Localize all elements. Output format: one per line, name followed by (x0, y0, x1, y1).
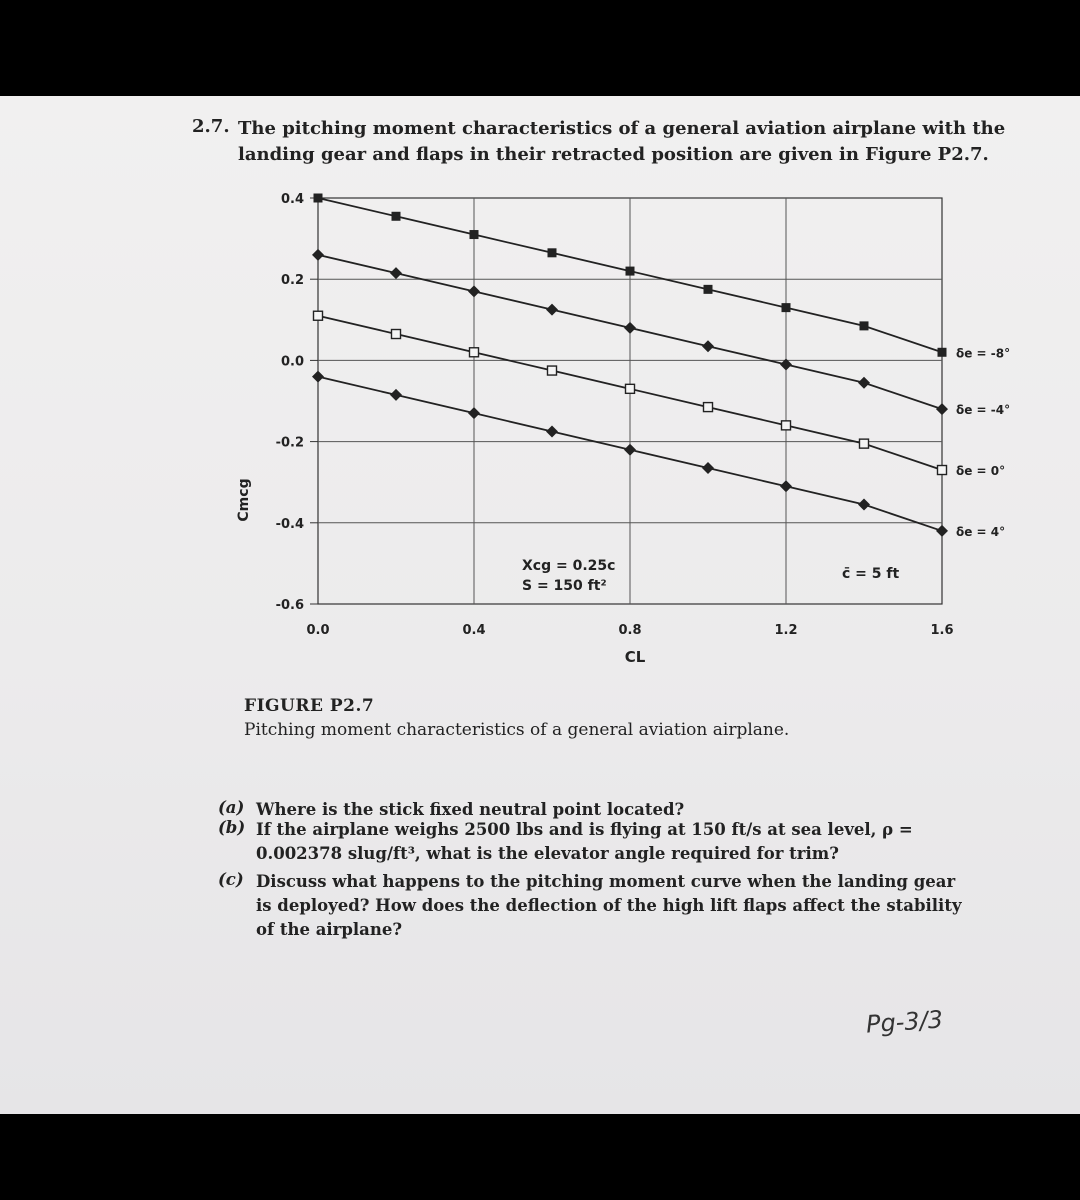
paper-page (0, 96, 1080, 1114)
y-tick-label: 0.4 (280, 192, 304, 207)
data-point (548, 366, 557, 375)
data-point (860, 439, 869, 448)
chart-legend (956, 346, 1010, 539)
data-point (780, 480, 792, 492)
question-a-text: Where is the stick fixed neutral point located? (256, 800, 685, 819)
data-point (312, 249, 324, 261)
problem-statement: The pitching moment characteristics of a general aviation airplane with the landing gear and flaps in their retracted position are given in Figure P2.7. (238, 118, 1006, 165)
y-tick-label: -0.2 (275, 435, 304, 451)
question-c-label: (c) (218, 870, 244, 889)
question-c-text: Discuss what happens to the pitching moment curve when the landing gear is deployed? How does the deflection of the high lift flaps affect the stability of the airplane? (256, 872, 962, 939)
data-point (858, 499, 870, 511)
y-tick-label: 0.2 (280, 273, 304, 289)
question-b-label: (b) (218, 818, 246, 837)
data-point (314, 311, 323, 320)
data-point (782, 303, 791, 312)
data-point (392, 330, 401, 339)
data-point (624, 322, 636, 334)
data-point (626, 267, 635, 276)
figure-caption: Pitching moment characteristics of a general aviation airplane. (244, 720, 790, 740)
data-point (860, 321, 869, 330)
chart-grid (318, 198, 942, 604)
data-point (390, 389, 402, 401)
data-point (938, 466, 947, 475)
x-tick-label: 0.4 (462, 623, 486, 638)
data-point (936, 525, 948, 537)
x-tick-label: 0.8 (618, 623, 642, 638)
legend-label: δe = 0° (956, 464, 1006, 479)
chord-annotation: c̄ = 5 ft (842, 566, 900, 582)
data-point (312, 371, 324, 383)
problem-number: 2.7. (192, 116, 230, 137)
x-tick-label: 1.6 (930, 623, 954, 638)
data-point (936, 403, 948, 415)
data-point (858, 377, 870, 389)
question-b-text: If the airplane weighs 2500 lbs and is flying at 150 ft/s at sea level, ρ = 0.002378 slug/ft³, what is the elevator angle required for trim? (256, 820, 913, 863)
area-annotation: S = 150 ft² (522, 578, 607, 594)
data-point (548, 248, 557, 257)
data-point (392, 212, 401, 221)
data-point (704, 285, 713, 294)
y-tick-label: -0.6 (275, 598, 304, 613)
data-point (624, 444, 636, 456)
data-point (470, 230, 479, 239)
data-point (546, 425, 558, 437)
handwritten-page-note: Pg-3/3 (865, 1005, 944, 1039)
question-a-label: (a) (218, 798, 245, 817)
data-point (626, 384, 635, 393)
figure-title: FIGURE P2.7 (244, 696, 375, 716)
data-point (470, 348, 479, 357)
data-point (390, 267, 402, 279)
data-point (546, 304, 558, 316)
data-point (314, 194, 323, 203)
data-point (468, 407, 480, 419)
y-axis-label: Cmcg (236, 478, 252, 522)
xcg-annotation: Xcg = 0.25c (522, 558, 616, 574)
x-tick-label: 0.0 (306, 623, 330, 638)
legend-label: δe = 4° (956, 524, 1006, 539)
x-tick-label: 1.2 (774, 623, 798, 638)
x-axis-label: CL (624, 648, 646, 666)
data-point (782, 421, 791, 430)
legend-label: δe = -8° (956, 346, 1011, 361)
data-point (702, 340, 714, 352)
legend-label: δe = -4° (956, 403, 1011, 418)
data-point (704, 403, 713, 412)
y-tick-label: 0.0 (280, 354, 304, 370)
data-point (938, 348, 947, 357)
pitching-moment-chart (226, 180, 1011, 680)
data-point (468, 285, 480, 297)
data-point (702, 462, 714, 474)
y-tick-label: -0.4 (275, 516, 304, 532)
